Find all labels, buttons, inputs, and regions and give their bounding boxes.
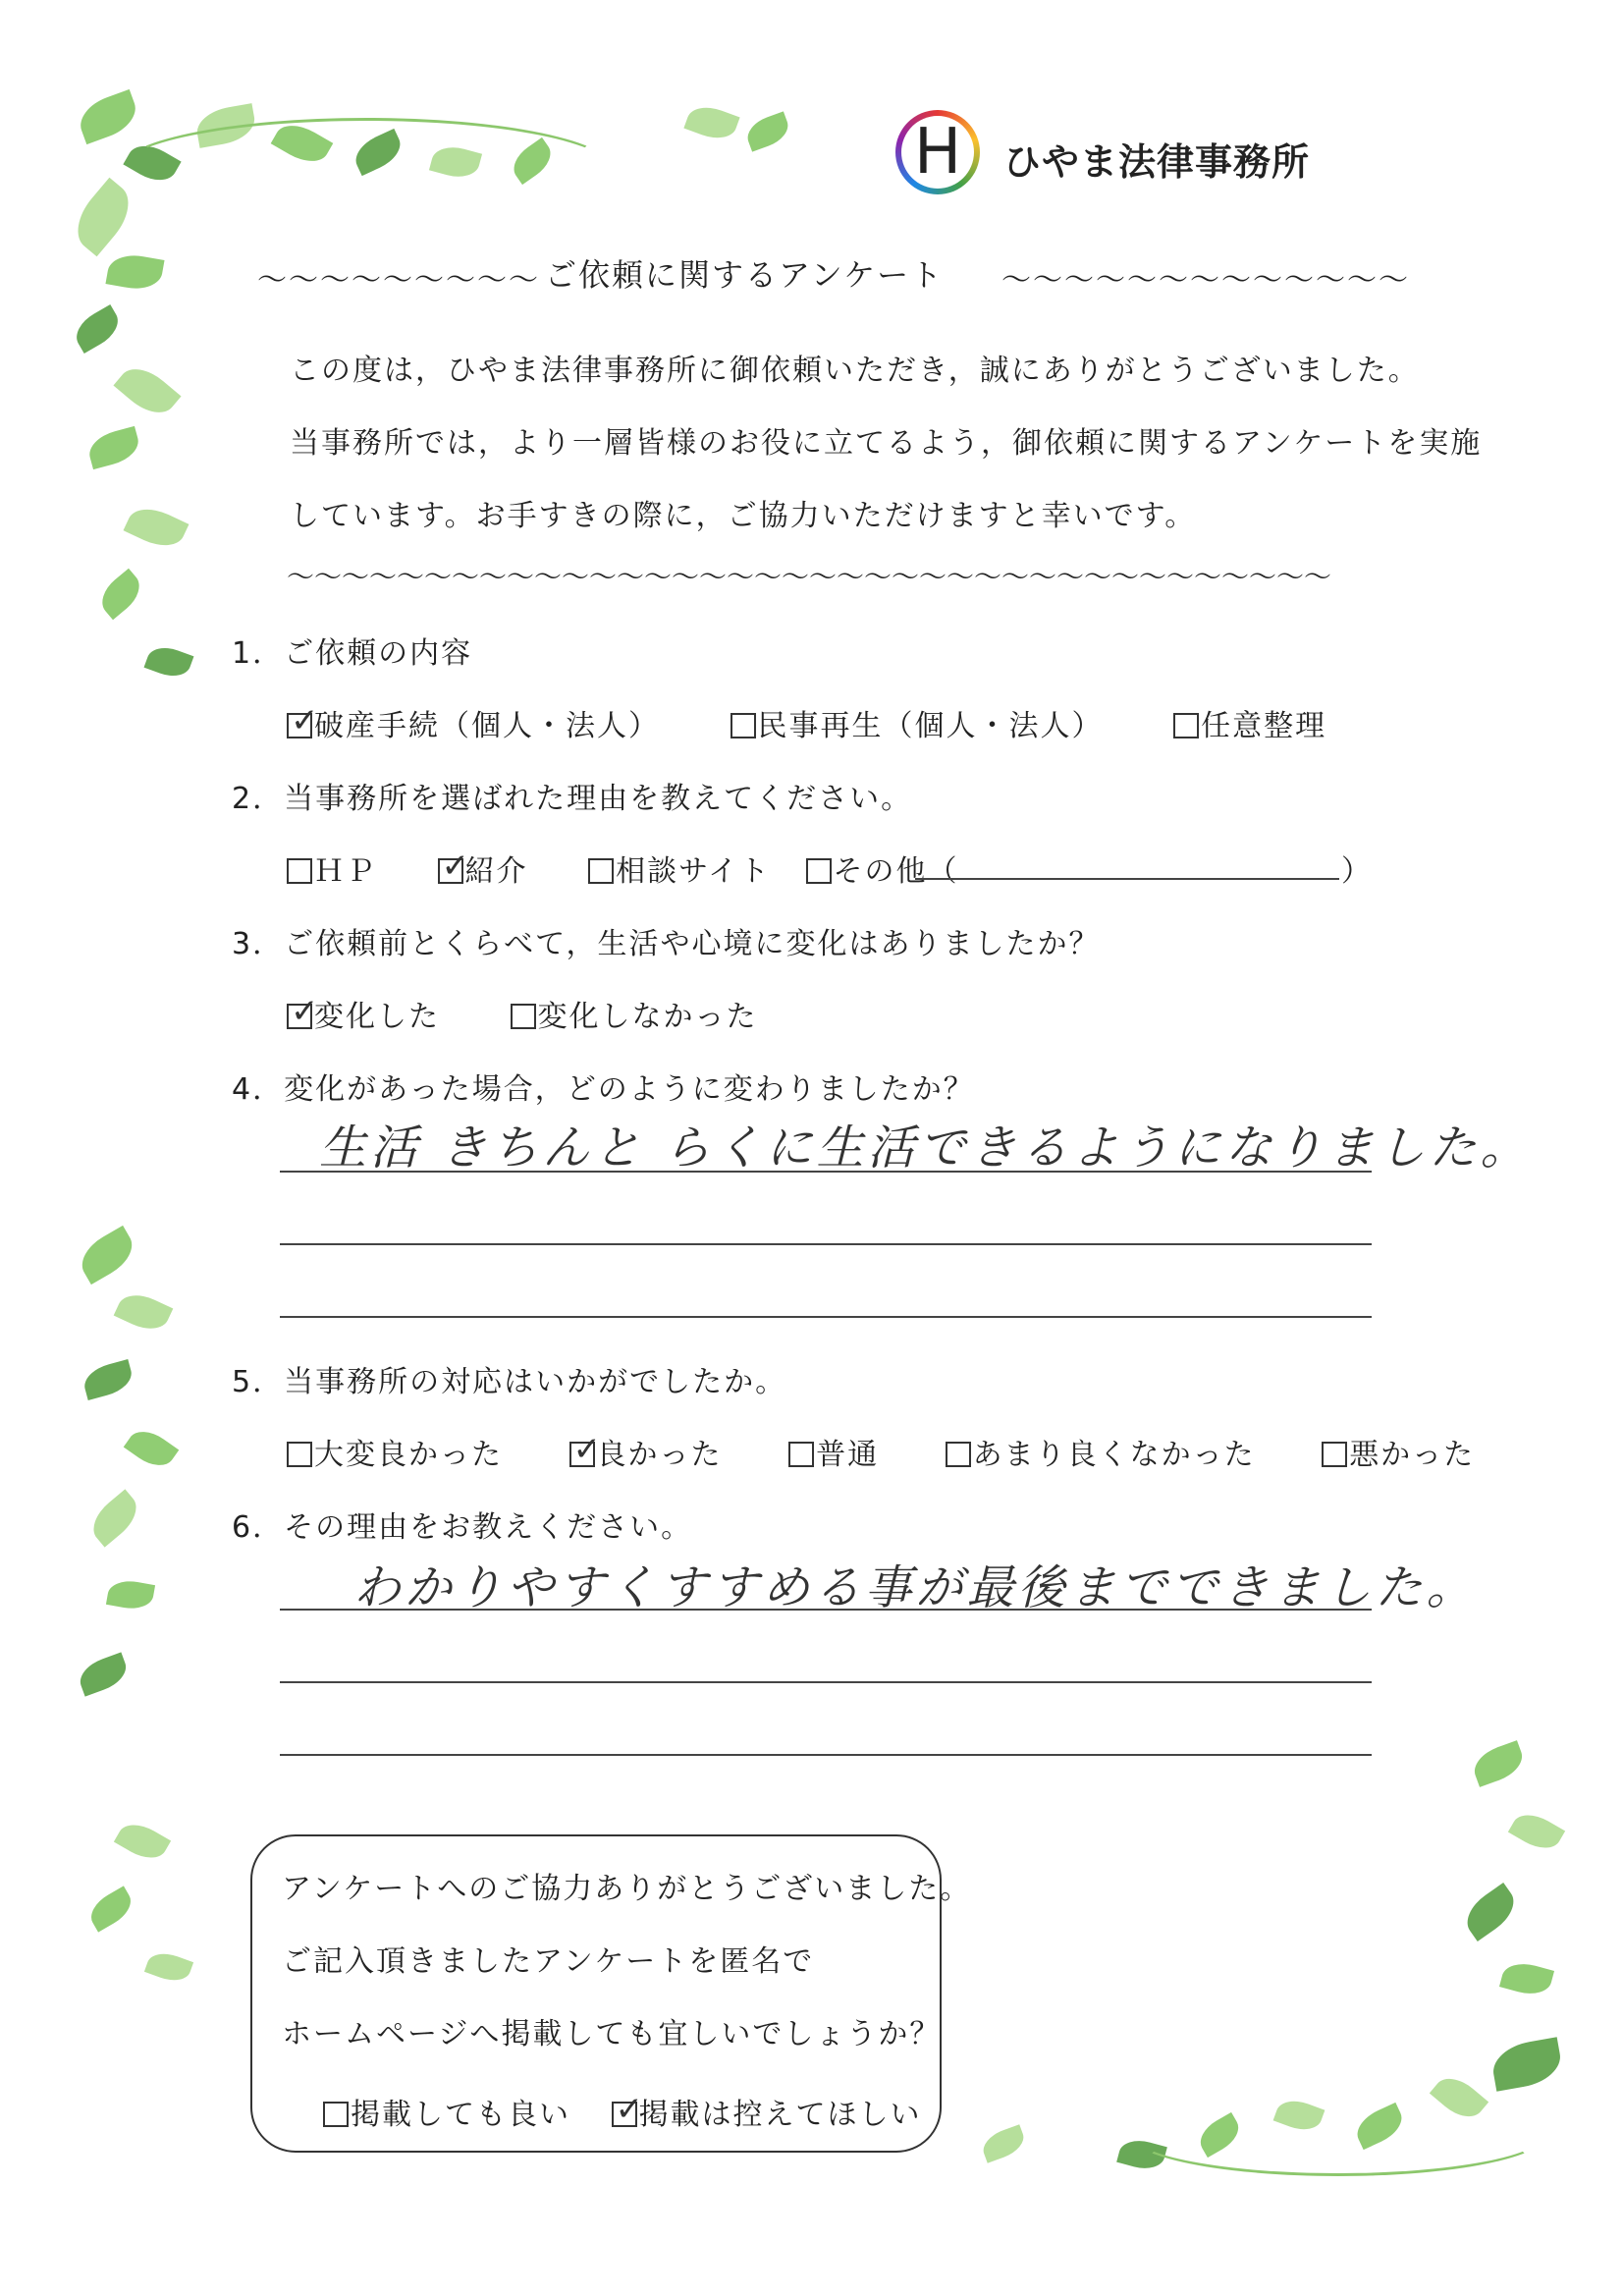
q2-other-field[interactable] [915, 878, 1339, 880]
q3-options [287, 992, 758, 1035]
q4-answer-line-2[interactable] [280, 1243, 1372, 1245]
check-mark-icon: ✓ [291, 701, 321, 740]
closing-line-2: ご記入頂きましたアンケートを匿名で [282, 1944, 815, 1979]
check-mark-icon: ✓ [572, 1430, 604, 1469]
q2-label: 2．当事務所を選ばれた理由を教えてください。 [232, 782, 913, 816]
firm-name: ひやま法律事務所 [1003, 139, 1311, 184]
intro-line-2: 当事務所では，より一層皆様のお役に立てるよう，御依頼に関するアンケートを実施 [290, 426, 1483, 461]
q1-option-civil-rehab[interactable]: 民事再生（個人・法人） [730, 709, 1104, 743]
q2-option-site[interactable]: 相談サイト [588, 854, 771, 889]
checkbox[interactable] [612, 2090, 646, 2129]
q5-option-very-good[interactable]: 大変良かった [287, 1438, 503, 1472]
consent-option-allow[interactable]: 掲載しても良い [323, 2098, 570, 2132]
q5-label: 5．当事務所の対応はいかがでしたか。 [232, 1365, 787, 1399]
q1-option-voluntary[interactable]: 任意整理 [1173, 709, 1326, 743]
checkbox[interactable] [287, 701, 321, 740]
q4-answer-line-3[interactable] [280, 1316, 1372, 1318]
intro-line-1: この度は，ひやま法律事務所に御依頼いただき，誠にありがとうございました。 [290, 354, 1420, 388]
logo-ring-icon [895, 110, 980, 194]
survey-title: ご依頼に関するアンケート [545, 256, 945, 294]
q5-option-not-good[interactable]: あまり良くなかった [946, 1438, 1256, 1472]
checkbox[interactable] [287, 1442, 312, 1467]
q5-option-good[interactable]: ✓ 良かった [569, 1438, 723, 1472]
consent-option-decline[interactable]: ✓ 掲載は控えてほしい [612, 2098, 922, 2132]
checkbox[interactable] [323, 2102, 349, 2127]
publication-consent-box [250, 1834, 972, 2153]
checkbox[interactable] [806, 858, 832, 884]
checkbox[interactable] [287, 858, 312, 884]
closing-line-3: ホームページへ掲載しても宜しいでしょうか？ [282, 2017, 942, 2051]
checkbox[interactable] [438, 847, 472, 886]
q5-option-normal[interactable]: 普通 [788, 1438, 879, 1472]
checkbox[interactable] [511, 1004, 536, 1029]
q5-options [287, 1430, 1475, 1473]
check-mark-icon: ✓ [291, 992, 321, 1031]
q1-options [287, 701, 1326, 744]
q3-option-unchanged[interactable]: 変化しなかった [511, 1000, 758, 1034]
q6-answer-line-3[interactable] [280, 1754, 1372, 1756]
q1-option-bankruptcy[interactable]: ✓ 破産手続（個人・法人） [287, 709, 660, 743]
q3-option-changed[interactable]: ✓ 変化した [287, 1000, 440, 1034]
logo-letter: H [913, 116, 962, 189]
q2-option-other[interactable]: その他（ [806, 854, 959, 889]
q2-other-close: ） [1341, 854, 1373, 889]
check-mark-icon: ✓ [441, 847, 472, 886]
q1-label: 1．ご依頼の内容 [232, 636, 473, 671]
check-mark-icon: ✓ [615, 2090, 646, 2129]
checkbox[interactable] [788, 1442, 814, 1467]
closing-line-1: アンケートへのご協力ありがとうございました。 [282, 1872, 972, 1906]
checkbox[interactable] [569, 1430, 604, 1469]
consent-options [323, 2090, 922, 2133]
intro-divider: 〜〜〜〜〜〜〜〜〜〜〜〜〜〜〜〜〜〜〜〜〜〜〜〜〜〜〜〜〜〜〜〜〜〜〜〜〜〜 [287, 561, 1332, 593]
q4-handwritten-answer: 生活 きちんと らくに生活できるようになりました。 [319, 1121, 1532, 1175]
checkbox[interactable] [588, 858, 614, 884]
q5-option-bad[interactable]: 悪かった [1322, 1438, 1475, 1472]
q2-option-referral[interactable]: ✓ 紹介 [438, 854, 528, 889]
q6-label: 6．その理由をお教えください。 [232, 1510, 693, 1545]
q3-label: 3．ご依頼前とくらべて，生活や心境に変化はありましたか？ [232, 927, 1101, 961]
checkbox[interactable] [730, 713, 756, 738]
checkbox[interactable] [1173, 713, 1199, 738]
q6-answer-line-1[interactable] [280, 1609, 1372, 1611]
q4-label: 4．変化があった場合，どのように変わりましたか？ [232, 1072, 975, 1107]
q6-handwritten-answer: わかりやすくすすめる事が最後までできました。 [353, 1560, 1478, 1615]
logo [895, 110, 1311, 198]
checkbox[interactable] [287, 992, 321, 1031]
title-wave-left: 〜〜〜〜〜〜〜〜〜 [257, 263, 540, 298]
q2-options [287, 847, 959, 890]
checkbox[interactable] [946, 1442, 971, 1467]
q4-answer-line-1[interactable] [280, 1171, 1372, 1173]
q6-answer-line-2[interactable] [280, 1681, 1372, 1683]
intro-line-3: しています。お手すきの際に，ご協力いただけますと幸いです。 [290, 499, 1197, 533]
checkbox[interactable] [1322, 1442, 1347, 1467]
title-wave-right: 〜〜〜〜〜〜〜〜〜〜〜〜〜 [1001, 263, 1410, 298]
q2-option-hp[interactable]: ＨＰ [287, 854, 377, 889]
